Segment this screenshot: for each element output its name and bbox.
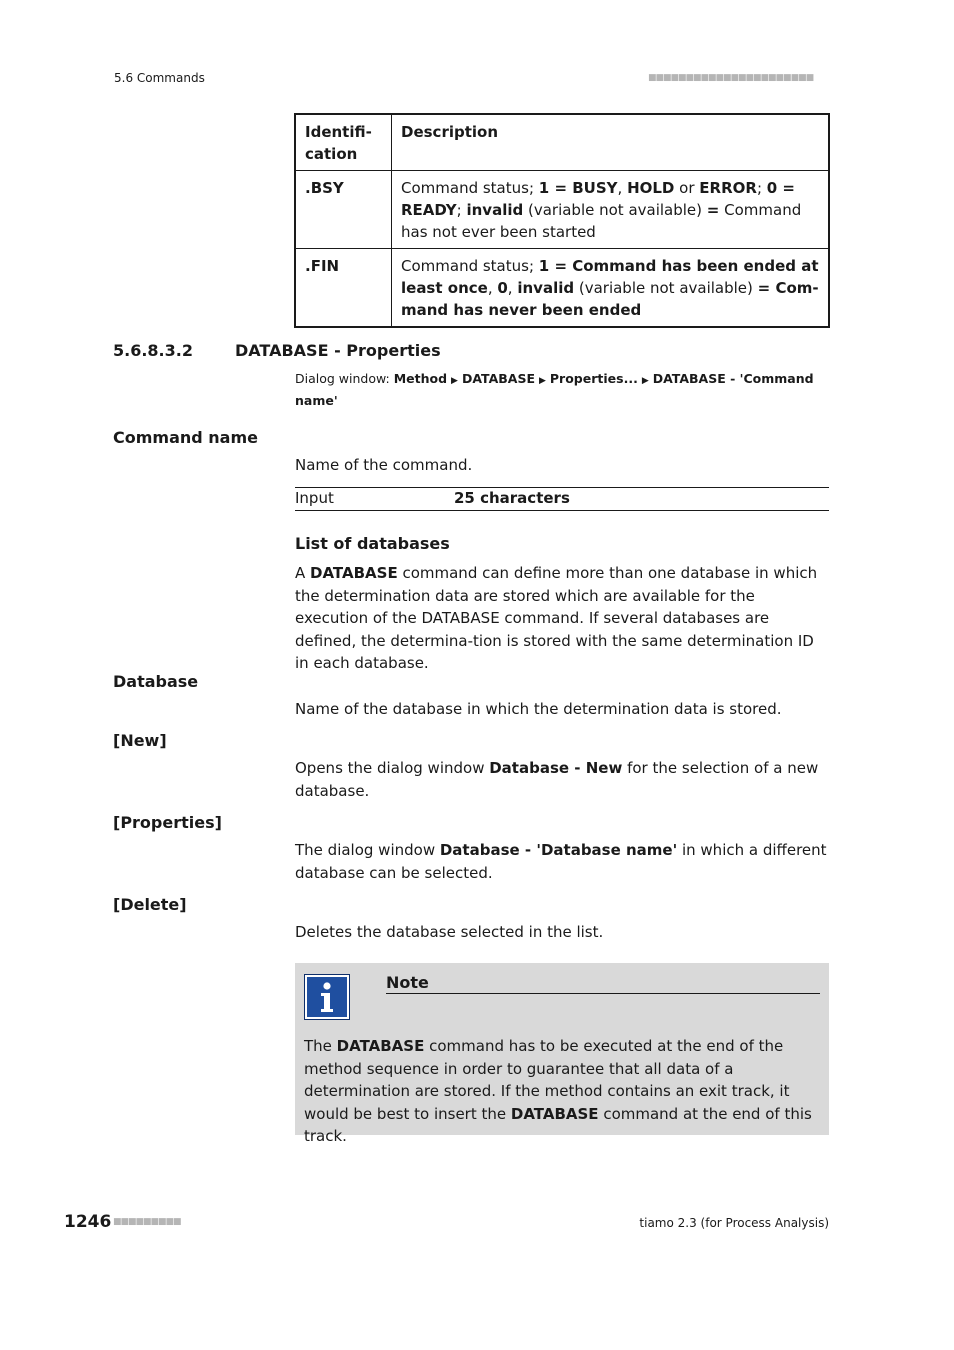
table-cell-id: .BSY [295,171,392,249]
term-new: [New] [113,731,167,750]
page-number: 1246 [64,1212,112,1232]
arrow-right-icon: ▶ [641,376,649,386]
identification-table [294,113,830,328]
table-row [295,171,829,249]
note-box [295,963,829,1145]
arrow-right-icon: ▶ [451,376,458,386]
term-command-name: Command name [113,428,258,447]
header-decoration: ■■■■■■■■■■■■■■■■■■■■■■ [648,73,814,83]
desc-command-name: Name of the command. [295,456,473,474]
table-cell-description: Command status; 1 = Command has been ended at least once, 0, invalid (variable not available) = Com-mand has never been ended [392,249,830,328]
table-header-identification: Identifi- cation [295,114,392,171]
list-of-databases-text: A DATABASE command can define more than one database in which the determination data are stored which are available for the execution of the DATABASE command. If several databases are defined, the determina-tion is stored with the same determination ID in each database. [295,564,818,672]
dialog-path: Dialog window: Method ▶ DATABASE ▶ Properties... ▶ DATABASE - 'Command name' [295,371,814,408]
input-value: 25 characters [454,489,570,507]
desc-delete: Deletes the database selected in the list. [295,923,604,941]
table-header-description: Description [392,114,830,171]
table-cell-id: .FIN [295,249,392,328]
desc-database: Name of the database in which the determination data is stored. [295,700,782,718]
running-header-section: 5.6 Commands [114,71,205,85]
note-title: Note [386,973,820,994]
footer-decoration: ■■■■■■■■■ [113,1217,181,1227]
table-cell-description: Command status; 1 = BUSY, HOLD or ERROR; 0 = READY; invalid (variable not available) = Command has not ever been started [392,171,830,249]
product-name: tiamo 2.3 (for Process Analysis) [639,1216,829,1230]
table-row [295,249,829,328]
table-header-row [295,114,829,171]
info-icon [304,974,350,1020]
term-database: Database [113,672,199,691]
list-of-databases-heading: List of databases [295,534,450,553]
arrow-right-icon: ▶ [538,376,546,386]
term-properties: [Properties] [113,813,222,832]
section-number: 5.6.8.3.2 [113,341,193,360]
input-label: Input [295,489,334,507]
desc-new: Opens the dialog window Database - New for the selection of a new database. [295,759,819,800]
section-title: DATABASE - Properties [235,341,441,360]
note-text: The DATABASE command has to be executed at the end of the method sequence in order to guarantee that all data of a determination are stored. If the method contains an exit track, it would be best to insert the DATABASE command at the end of this track. [304,1037,812,1145]
term-delete: [Delete] [113,895,187,914]
desc-properties: The dialog window Database - 'Database name' in which a different database can be selected. [295,841,827,882]
input-spec-row [295,487,829,511]
